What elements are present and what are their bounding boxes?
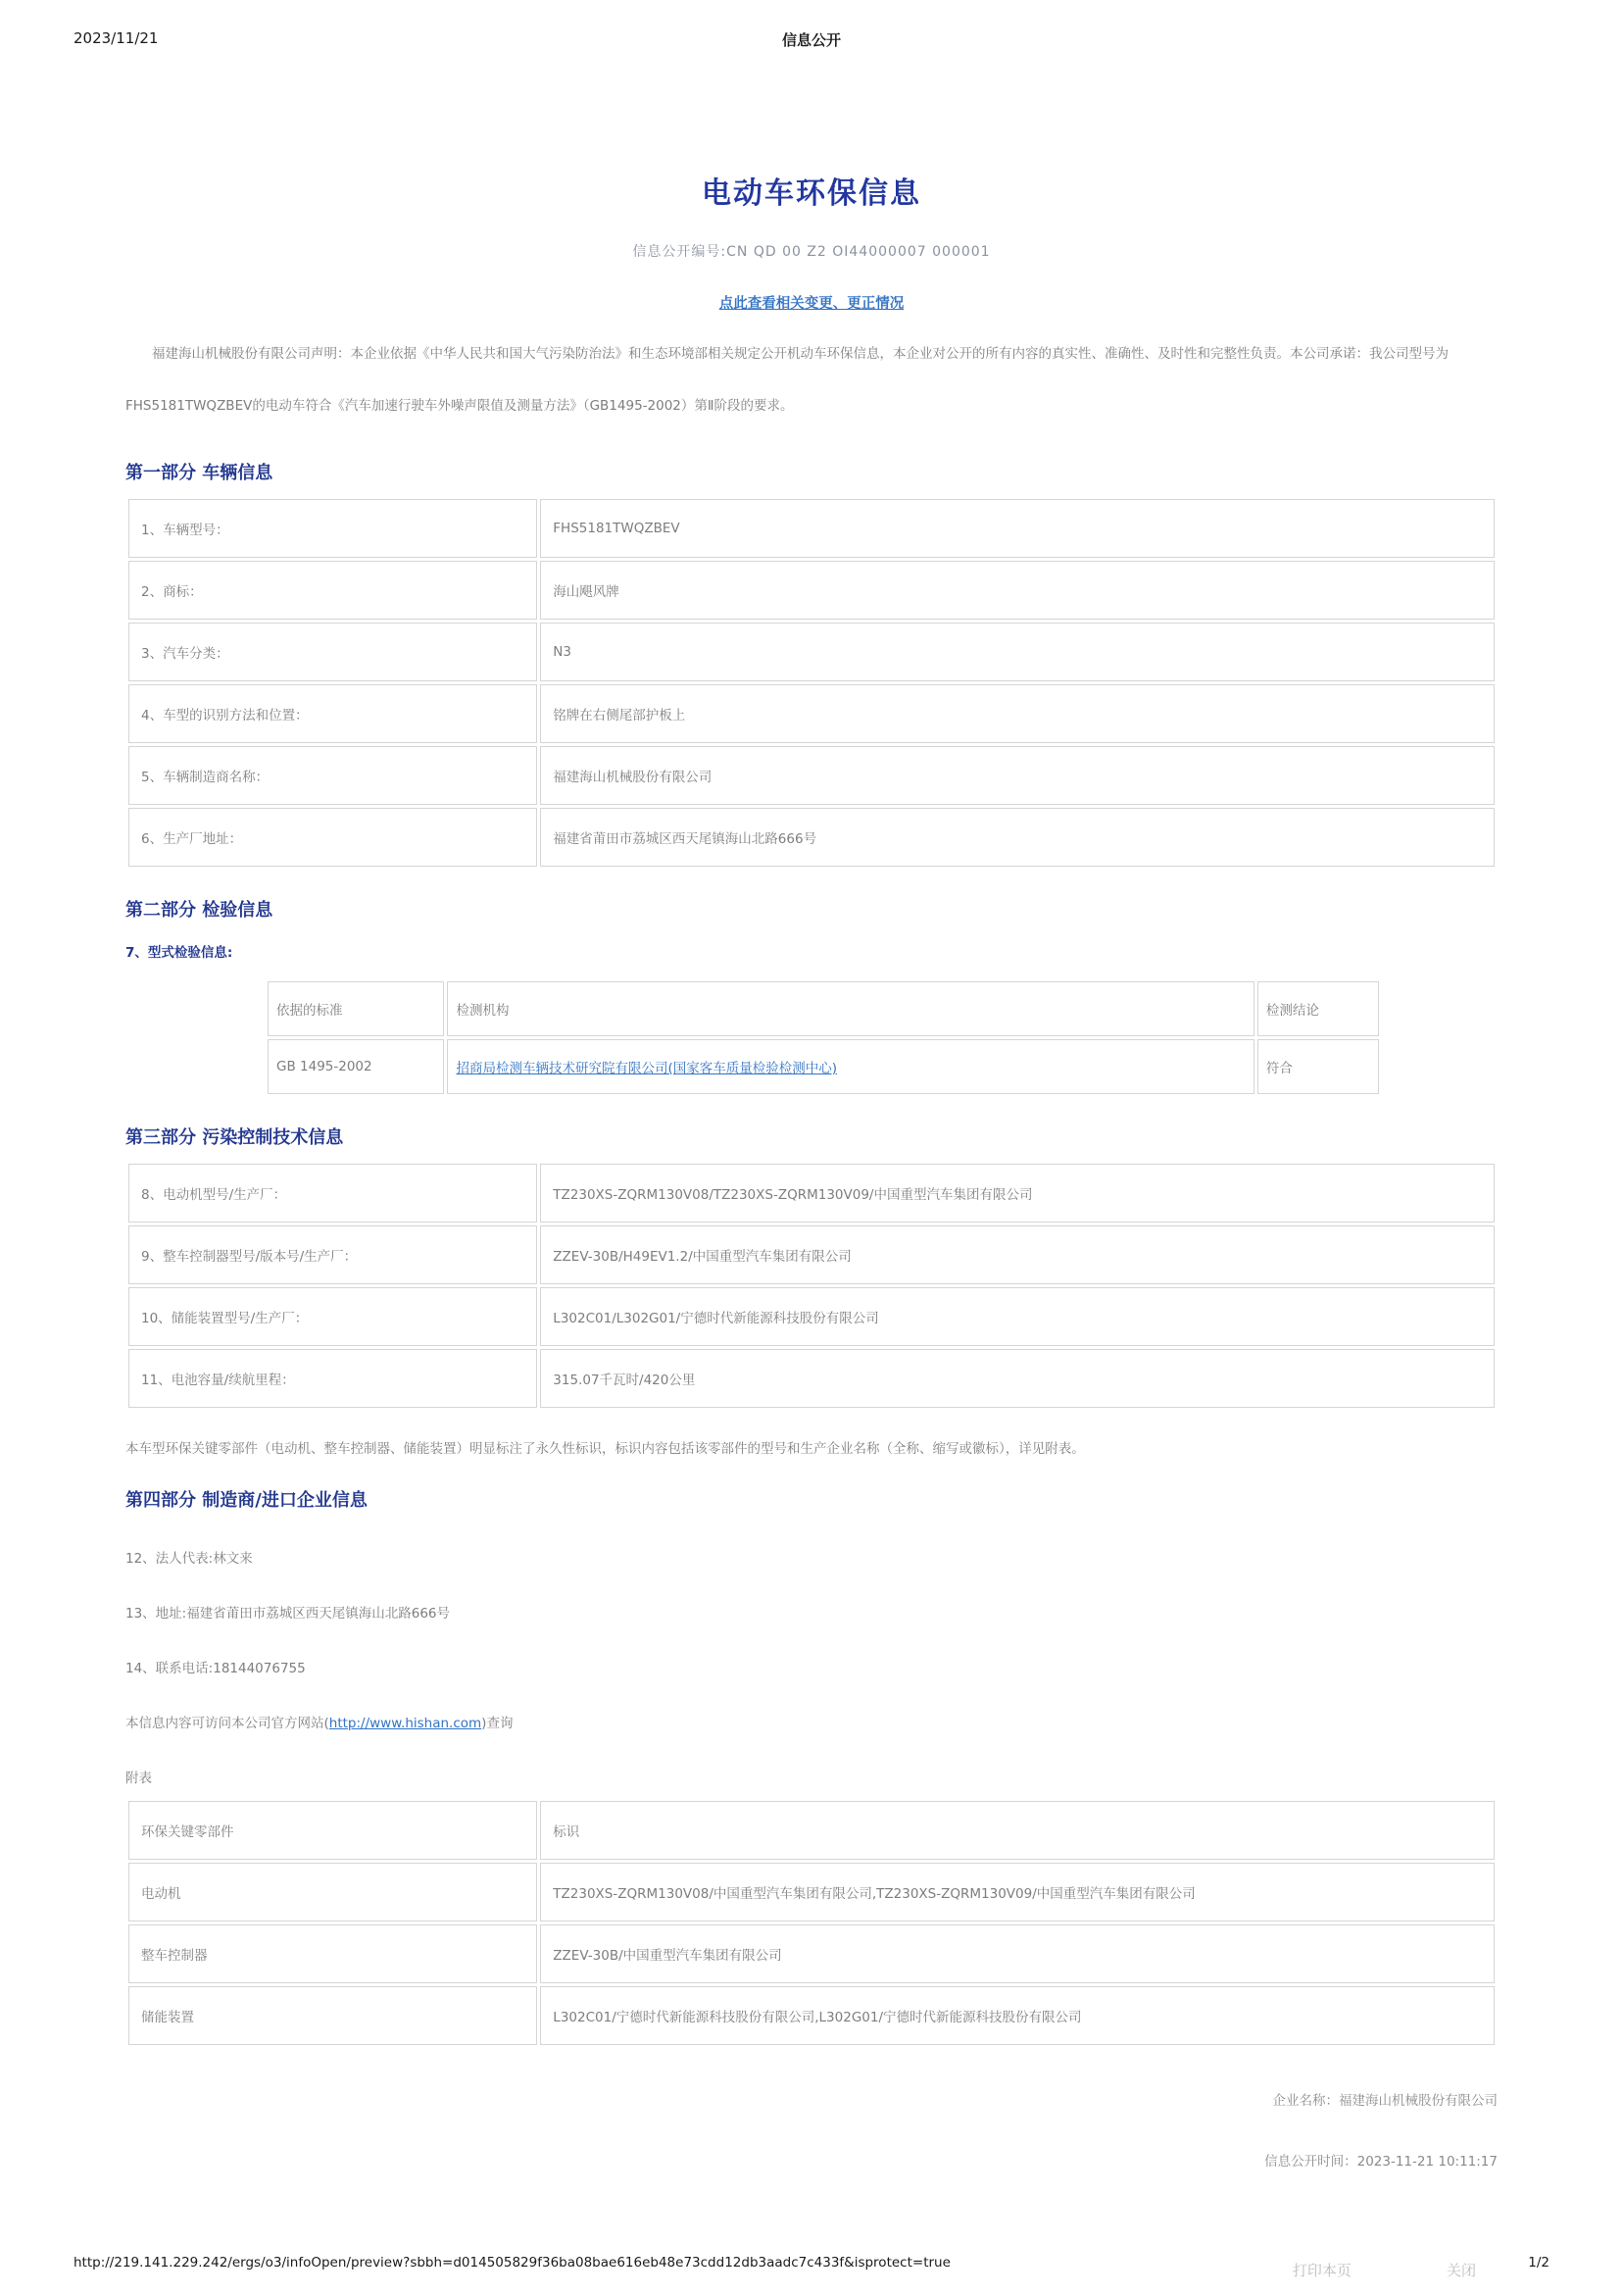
row-label-cell: 11、电池容量/续航里程：: [128, 1349, 537, 1408]
appendix-header-row: [128, 1801, 1495, 1860]
agency-link[interactable]: 招商局检测车辆技术研究院有限公司(国家客车质量检验检测中心): [456, 1061, 838, 1076]
row-label-cell: 3、汽车分类：: [128, 623, 537, 681]
mark-cell: L302C01/宁德时代新能源科技股份有限公司,L302G01/宁德时代新能源科技股份有限公司: [540, 1986, 1495, 2045]
website-link[interactable]: http://www.hishan.com: [328, 1716, 482, 1731]
pollution-control-row: [128, 1225, 1495, 1284]
publish-time-line: 信息公开时间：2023-11-21 10:11:17: [1264, 2154, 1498, 2170]
row-value-cell: N3: [540, 623, 1495, 681]
print-page-button[interactable]: 打印本页: [1292, 2262, 1352, 2279]
row-value-cell: L302C01/L302G01/宁德时代新能源科技股份有限公司: [540, 1287, 1495, 1346]
inspection-table: [265, 978, 1382, 1097]
row-value-cell: 福建海山机械股份有限公司: [540, 746, 1495, 805]
manufacturer-info-line: 12、法人代表:林文来: [125, 1551, 253, 1567]
section-1-title: 第一部分 车辆信息: [125, 463, 273, 483]
row-label-cell: 6、生产厂地址：: [128, 808, 537, 867]
row-label-cell: 4、车型的识别方法和位置：: [128, 684, 537, 743]
vehicle-info-row: [128, 684, 1495, 743]
part-name-cell: 整车控制器: [128, 1924, 537, 1983]
vehicle-info-row: [128, 561, 1495, 620]
row-value-cell: 315.07千瓦时/420公里: [540, 1349, 1495, 1408]
row-label-cell: 8、电动机型号/生产厂：: [128, 1164, 537, 1223]
section-2-title: 第二部分 检验信息: [125, 900, 273, 921]
part-name-cell: 电动机: [128, 1863, 537, 1922]
close-button[interactable]: 关闭: [1446, 2262, 1476, 2279]
website-line: [125, 1712, 1498, 1731]
pollution-control-table: [125, 1161, 1498, 1411]
mark-cell: ZZEV-30B/中国重型汽车集团有限公司: [540, 1924, 1495, 1983]
row-label-cell: 10、储能装置型号/生产厂：: [128, 1287, 537, 1346]
pollution-control-row: [128, 1349, 1495, 1408]
vehicle-info-row: [128, 623, 1495, 681]
change-correction-link[interactable]: 点此查看相关变更、更正情况: [718, 296, 905, 312]
vehicle-info-row: [128, 746, 1495, 805]
vehicle-info-row: [128, 499, 1495, 558]
row-label-cell: 9、整车控制器型号/版本号/生产厂：: [128, 1225, 537, 1284]
page-title: 电动车环保信息: [702, 176, 921, 211]
footer-url: http://219.141.229.242/ergs/o3/infoOpen/preview?sbbh=d014505829f36ba08bae616eb48e73cdd12db3aadc7c433f&isprotect=true: [74, 2255, 951, 2271]
row-label-cell: 2、商标：: [128, 561, 537, 620]
vehicle-info-table: [125, 496, 1498, 870]
change-link-row: [125, 292, 1498, 313]
print-title: 信息公开: [781, 31, 841, 49]
type-inspection-label: 7、型式检验信息:: [125, 945, 233, 961]
appendix-header-mark: 标识: [540, 1801, 1495, 1860]
result-cell: 符合: [1257, 1039, 1379, 1094]
print-date: 2023/11/21: [74, 29, 159, 47]
inspection-header-cell: 检测机构: [447, 981, 1254, 1036]
row-value-cell: 海山飓风牌: [540, 561, 1495, 620]
inspection-header-cell: 检测结论: [1257, 981, 1379, 1036]
standard-cell: GB 1495-2002: [268, 1039, 444, 1094]
section-3-title: 第三部分 污染控制技术信息: [125, 1127, 344, 1148]
page-number: 1/2: [1528, 2255, 1549, 2271]
manufacturer-info-line: 13、地址:福建省莆田市荔城区西天尾镇海山北路666号: [125, 1606, 450, 1622]
row-value-cell: FHS5181TWQZBEV: [540, 499, 1495, 558]
mark-cell: TZ230XS-ZQRM130V08/中国重型汽车集团有限公司,TZ230XS-ZQRM130V09/中国重型汽车集团有限公司: [540, 1863, 1495, 1922]
appendix-label: 附表: [125, 1771, 152, 1786]
appendix-row: [128, 1863, 1495, 1922]
appendix-table: [125, 1798, 1498, 2048]
manufacturer-info-line: 14、联系电话:18144076755: [125, 1661, 306, 1676]
appendix-header-part: 环保关键零部件: [128, 1801, 537, 1860]
info-disclosure-code: 信息公开编号:CN QD 00 Z2 OI44000007 000001: [632, 244, 991, 260]
website-prefix: 本信息内容可访问本公司官方网站(: [125, 1716, 329, 1731]
row-value-cell: ZZEV-30B/H49EV1.2/中国重型汽车集团有限公司: [540, 1225, 1495, 1284]
inspection-row: [268, 1039, 1379, 1094]
row-value-cell: 福建省莆田市荔城区西天尾镇海山北路666号: [540, 808, 1495, 867]
row-value-cell: TZ230XS-ZQRM130V08/TZ230XS-ZQRM130V09/中国重型汽车集团有限公司: [540, 1164, 1495, 1223]
appendix-row: [128, 1986, 1495, 2045]
row-value-cell: 铭牌在右侧尾部护板上: [540, 684, 1495, 743]
row-label-cell: 5、车辆制造商名称：: [128, 746, 537, 805]
appendix-row: [128, 1924, 1495, 1983]
document-body: [125, 0, 1498, 2280]
section-4-title: 第四部分 制造商/进口企业信息: [125, 1490, 368, 1511]
company-name-line: 企业名称：福建海山机械股份有限公司: [1272, 2093, 1498, 2109]
pollution-control-row: [128, 1287, 1495, 1346]
agency-cell: [447, 1039, 1254, 1094]
part-name-cell: 储能装置: [128, 1986, 537, 2045]
print-footer: [74, 2255, 1549, 2271]
inspection-header-row: [268, 981, 1379, 1036]
inspection-header-cell: 依据的标准: [268, 981, 444, 1036]
row-label-cell: 1、车辆型号：: [128, 499, 537, 558]
vehicle-info-row: [128, 808, 1495, 867]
website-suffix: )查询: [481, 1716, 514, 1731]
key-parts-note: 本车型环保关键零部件（电动机、整车控制器、储能装置）明显标注了永久性标识，标识内容包括该零部件的型号和生产企业名称（全称、缩写或徽标），详见附表。: [125, 1441, 1085, 1457]
declaration-paragraph: 福建海山机械股份有限公司声明：本企业依据《中华人民共和国大气污染防治法》和生态环境部相关规定公开机动车环保信息，本企业对公开的所有内容的真实性、准确性、及时性和完整性负责。本公司承诺：我公司型号为FHS5181TWQZBEV的电动车符合《汽车加速行驶车外噪声限值及测量方法》（GB1495-2002）第Ⅱ阶段的要求。: [125, 346, 1449, 414]
pollution-control-row: [128, 1164, 1495, 1223]
